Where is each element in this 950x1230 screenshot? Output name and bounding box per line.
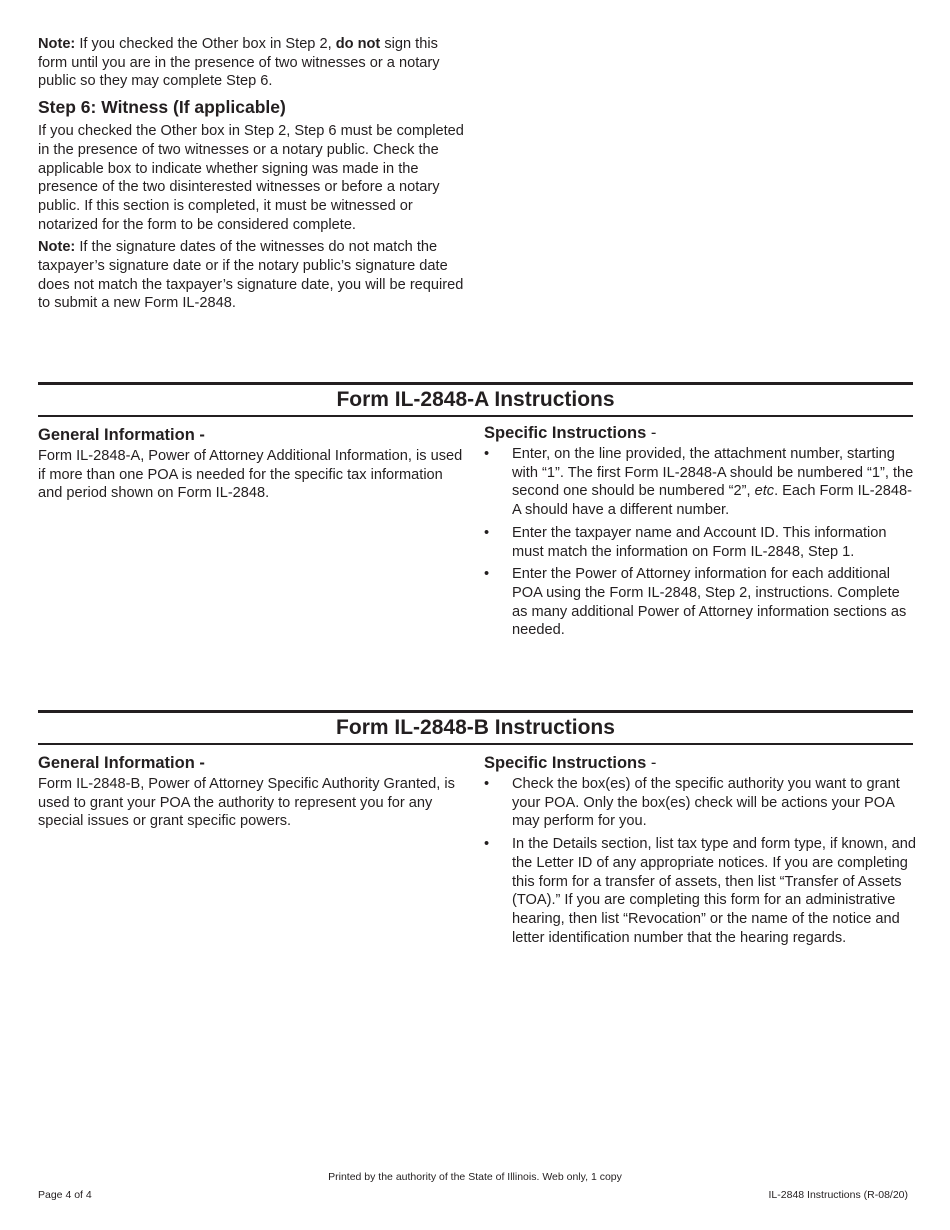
top-section (38, 35, 470, 313)
footer-form-revision: IL-2848 Instructions (R-08/20) (768, 1189, 908, 1201)
form-a-specific (484, 423, 916, 644)
list-item: • Check the box(es) of the specific authority you want to grant your POA. Only the box(es) check will be actions your POA may perform for you. (484, 776, 900, 830)
form-b-general-text: Form IL-2848-B, Power of Attorney Specific Authority Granted, is used to grant your POA the authority to represent you for any special issues or grant specific powers. (38, 776, 455, 830)
step6-body: If you checked the Other box in Step 2, Step 6 must be completed in the presence of two witnesses or a notary public. Check the applicable box to indicate whether signing was made in the presence of the two disinterested witnesses or before a notary public. If this section is completed, it must be witnessed or notarized for the form to be considered complete. (38, 123, 464, 233)
form-a-instructions-list (484, 445, 916, 640)
note-paragraph: Note: If you checked the Other box in Step 2, do not sign this form until you are in the presence of two witnesses or a notary public so they may complete Step 6. (38, 36, 440, 90)
bullet-icon: • (484, 776, 490, 792)
list-item: • In the Details section, list tax type and form type, if known, and the Letter ID of any appropriate notices. If you are completing this form for a transfer of assets, then list “Transfer of Assets (TOA).” If you are completing this form for an administrative hearing, then list “Revocation” or the name of the notice and letter identification number that the hearing regards. (484, 836, 916, 946)
form-a-general-text: Form IL-2848-A, Power of Attorney Additional Information, is used if more than one POA is needed for the specific tax information and period shown on Form IL-2848. (38, 448, 463, 502)
form-b-general (38, 753, 470, 831)
form-b-instructions-list (484, 775, 916, 947)
bullet-icon: • (484, 566, 490, 583)
note-label: Note: (38, 36, 76, 52)
bullet-icon: • (484, 836, 490, 853)
step6-heading: Step 6: Witness (If applicable) (38, 97, 286, 118)
form-a-specific-heading: Specific Instructions - (484, 424, 657, 442)
list-item: • Enter the Power of Attorney information for each additional POA using the Form IL-2848, Step 2, instructions. Complete as many additional Power of Attorney information sections as needed. (484, 566, 907, 639)
form-b-specific (484, 753, 916, 951)
list-item: • Enter, on the line provided, the attachment number, starting with “1”. The first Form IL-2848-A should be numbered “1”, the second one should be numbered “2”, etc. Each Form IL-2848-A should have a different number. (484, 446, 914, 519)
list-item: • Enter the taxpayer name and Account ID. This information must match the information on Form IL-2848, Step 1. (484, 524, 887, 560)
step6-note: Note: If the signature dates of the witnesses do not match the taxpayer’s signature date or if the notary public’s signature date does not match the taxpayer’s signature date, you will be required to submit a new Form IL-2848. (38, 239, 464, 312)
form-b-specific-heading: Specific Instructions - (484, 754, 657, 772)
form-b-general-heading: General Information - (38, 754, 205, 772)
bullet-icon: • (484, 524, 490, 541)
bullet-icon: • (484, 446, 490, 462)
footer-page-number: Page 4 of 4 (38, 1189, 92, 1201)
form-a-title: Form IL-2848-A Instructions (38, 382, 913, 417)
do-not-emphasis: do not (335, 36, 381, 52)
form-a-general-heading: General Information - (38, 426, 205, 444)
form-b-title: Form IL-2848-B Instructions (38, 710, 913, 745)
footer-printed-by: Printed by the authority of the State of Illinois. Web only, 1 copy (328, 1171, 622, 1183)
form-a-general (38, 425, 470, 503)
